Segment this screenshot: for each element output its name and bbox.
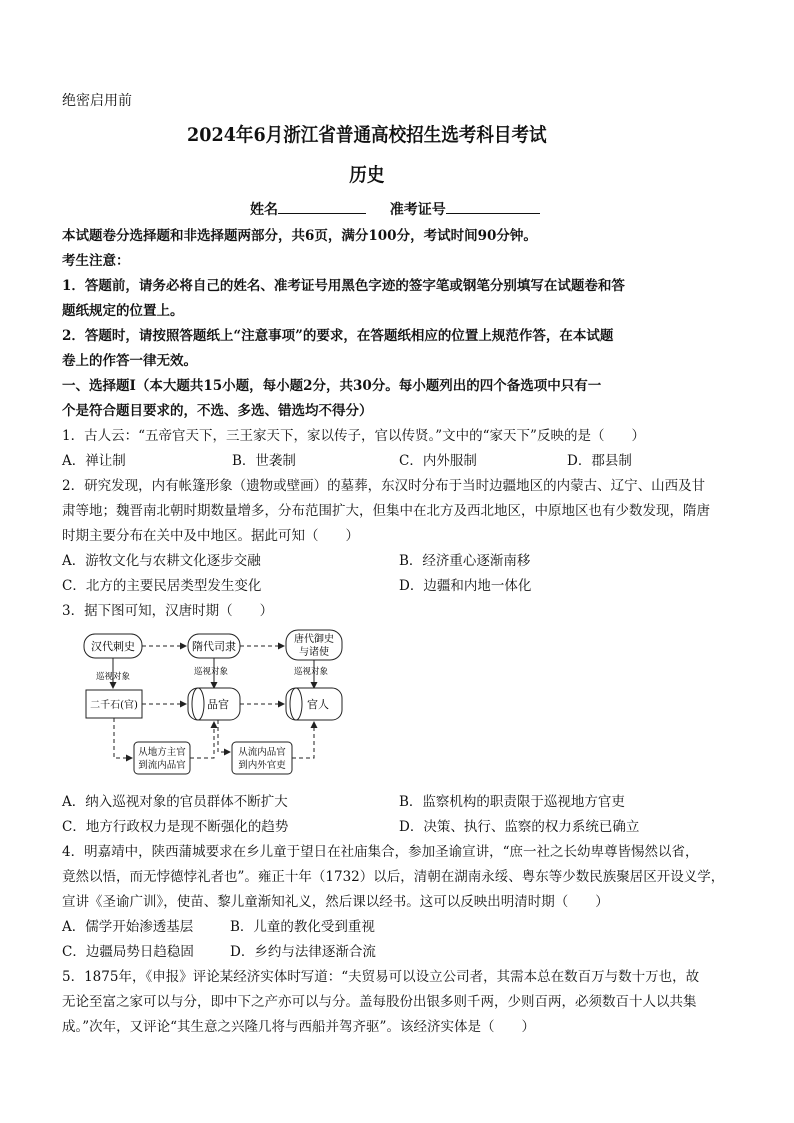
q2-line3: 时期主要分布在关中及中地区。据此可知（ ） — [62, 528, 359, 544]
name-label: 姓名 — [250, 202, 278, 218]
section1-heading-line1: 一、选择题Ⅰ（本大题共15小题，每小题2分，共30分。每小题列出的四个备选项中只有一 — [62, 378, 602, 394]
q1-option-b[interactable]: B．世袭制 — [232, 453, 296, 469]
id-label: 准考证号 — [389, 202, 446, 218]
erqianshi-label: 二千石(官) — [90, 700, 138, 711]
q1-stem: 1．古人云：“五帝官天下，三王家天下，家以传子，官以传贤。”文中的“家天下”反映的是（ ） — [62, 428, 645, 444]
notice-item2-line1: 2．答题时，请按照答题纸上“注意事项”的要求，在答题纸相应的位置上规范作答，在本试题 — [62, 328, 614, 344]
q5-line2: 无论至富之家可以与分，即中下之产亦可以与分。盖每股份出银多则千两，少则百两，必须数百十人以共集 — [62, 994, 697, 1010]
connector-note2-out — [292, 722, 314, 758]
note1-line1: 从地方主官 — [138, 747, 186, 758]
q4-option-d[interactable]: D．乡约与法律逐渐合流 — [230, 944, 376, 960]
q1-option-c[interactable]: C．内外服制 — [399, 453, 477, 469]
note2-line2: 到内外官吏 — [238, 760, 286, 771]
q5-line3: 成。”次年，又评论“其生意之兴隆几将与西船并驾齐驱”。该经济实体是（ ） — [62, 1019, 535, 1035]
q1-option-d[interactable]: D．郡县制 — [567, 453, 632, 469]
sui-target-label: 巡视对象 — [194, 667, 229, 677]
candidate-info — [250, 199, 540, 219]
q4-option-c[interactable]: C．边疆局势日趋稳固 — [62, 944, 194, 960]
notice-item2-line2: 卷上的作答一律无效。 — [62, 353, 197, 369]
section1-heading-line2: 个是符合题目要求的，不选、多选、错选均不得分） — [62, 403, 373, 419]
han-cishi-label: 汉代刺史 — [91, 640, 135, 653]
q5-line1: 5．1875年，《申报》评论某经济实体时写道：“夫贸易可以设立公司者，其需本总在数百万与数十万也，故 — [62, 969, 700, 985]
q4-option-b[interactable]: B．儿童的教化受到重视 — [230, 919, 375, 935]
q4-option-a[interactable]: A．儒学开始渗透基层 — [62, 919, 194, 935]
confidential-label: 绝密启用前 — [62, 93, 132, 109]
q3-option-b[interactable]: B．监察机构的职责限于巡视地方官吏 — [399, 794, 625, 810]
q4-line3: 宣讲《圣谕广训》，使苗、黎儿童渐知礼义，然后课以经书。这可以反映出明清时期（ ） — [62, 894, 609, 910]
id-field[interactable] — [446, 200, 540, 214]
q3-supervision-diagram — [82, 628, 358, 780]
intro-text: 本试题卷分选择题和非选择题两部分，共6页，满分100分，考试时间90分钟。 — [62, 228, 537, 244]
tang-target-label: 巡视对象 — [294, 667, 329, 677]
name-field[interactable] — [278, 200, 366, 214]
q2-option-c[interactable]: C．北方的主要民居类型发生变化 — [62, 578, 262, 594]
q2-option-b[interactable]: B．经济重心逐渐南移 — [399, 553, 531, 569]
connector-note2 — [218, 720, 230, 752]
q2-option-a[interactable]: A．游牧文化与农耕文化逐步交融 — [62, 553, 261, 569]
note1-line2: 到流内品官 — [138, 760, 186, 771]
q2-line1: 2．研究发现，内有帐篷形象（遗物或壁画）的墓葬，东汉时分布于当时边疆地区的内蒙古、辽宁、山西及甘 — [62, 478, 706, 494]
tang-yushi-label-2: 与诸使 — [299, 647, 329, 658]
q4-line2: 竟然以悟，而无悖德悖礼者也”。雍正十年（1732）以后，清朝在湖南永绥、粤东等少数民族聚居区开设义学， — [62, 869, 725, 885]
guanren-label: 官人 — [307, 698, 329, 711]
subject-title: 历史 — [349, 164, 385, 186]
q3-option-a[interactable]: A．纳入巡视对象的官员群体不断扩大 — [62, 794, 288, 810]
connector-note1-out — [190, 722, 214, 758]
notice-item1-line1: 1．答题前，请务必将自己的姓名、准考证号用黑色字迹的签字笔或钢笔分别填写在试题卷和答 — [62, 278, 625, 294]
exam-title: 2024年6月浙江省普通高校招生选考科目考试 — [187, 124, 547, 146]
q4-line1: 4．明嘉靖中，陕西蒲城要求在乡儿童于望日在社庙集合，参加圣谕宣讲，“庶一社之长幼卑尊皆惕然以省， — [62, 844, 699, 860]
q3-option-d[interactable]: D．决策、执行、监察的权力系统已确立 — [399, 819, 640, 835]
pinguan-label: 品官 — [207, 698, 229, 711]
han-target-label: 巡视对象 — [96, 672, 131, 682]
q1-option-a[interactable]: A．禅让制 — [62, 453, 126, 469]
note2-line1: 从流内品官 — [238, 747, 286, 758]
notice-item1-line2: 题纸规定的位置上。 — [62, 303, 184, 319]
notice-heading: 考生注意： — [62, 253, 130, 269]
sui-sili-label: 隋代司隶 — [192, 640, 236, 653]
q2-line2: 肃等地；魏晋南北朝时期数量增多，分布范围扩大，但集中在北方及西北地区，中原地区也有少数发现，隋唐 — [62, 503, 710, 519]
tang-yushi-label-1: 唐代御史 — [294, 634, 334, 645]
connector-note1 — [114, 718, 132, 758]
q3-stem: 3．据下图可知，汉唐时期（ ） — [62, 603, 274, 619]
q3-option-c[interactable]: C．地方行政权力是现不断强化的趋势 — [62, 819, 289, 835]
q2-option-d[interactable]: D．边疆和内地一体化 — [399, 578, 532, 594]
